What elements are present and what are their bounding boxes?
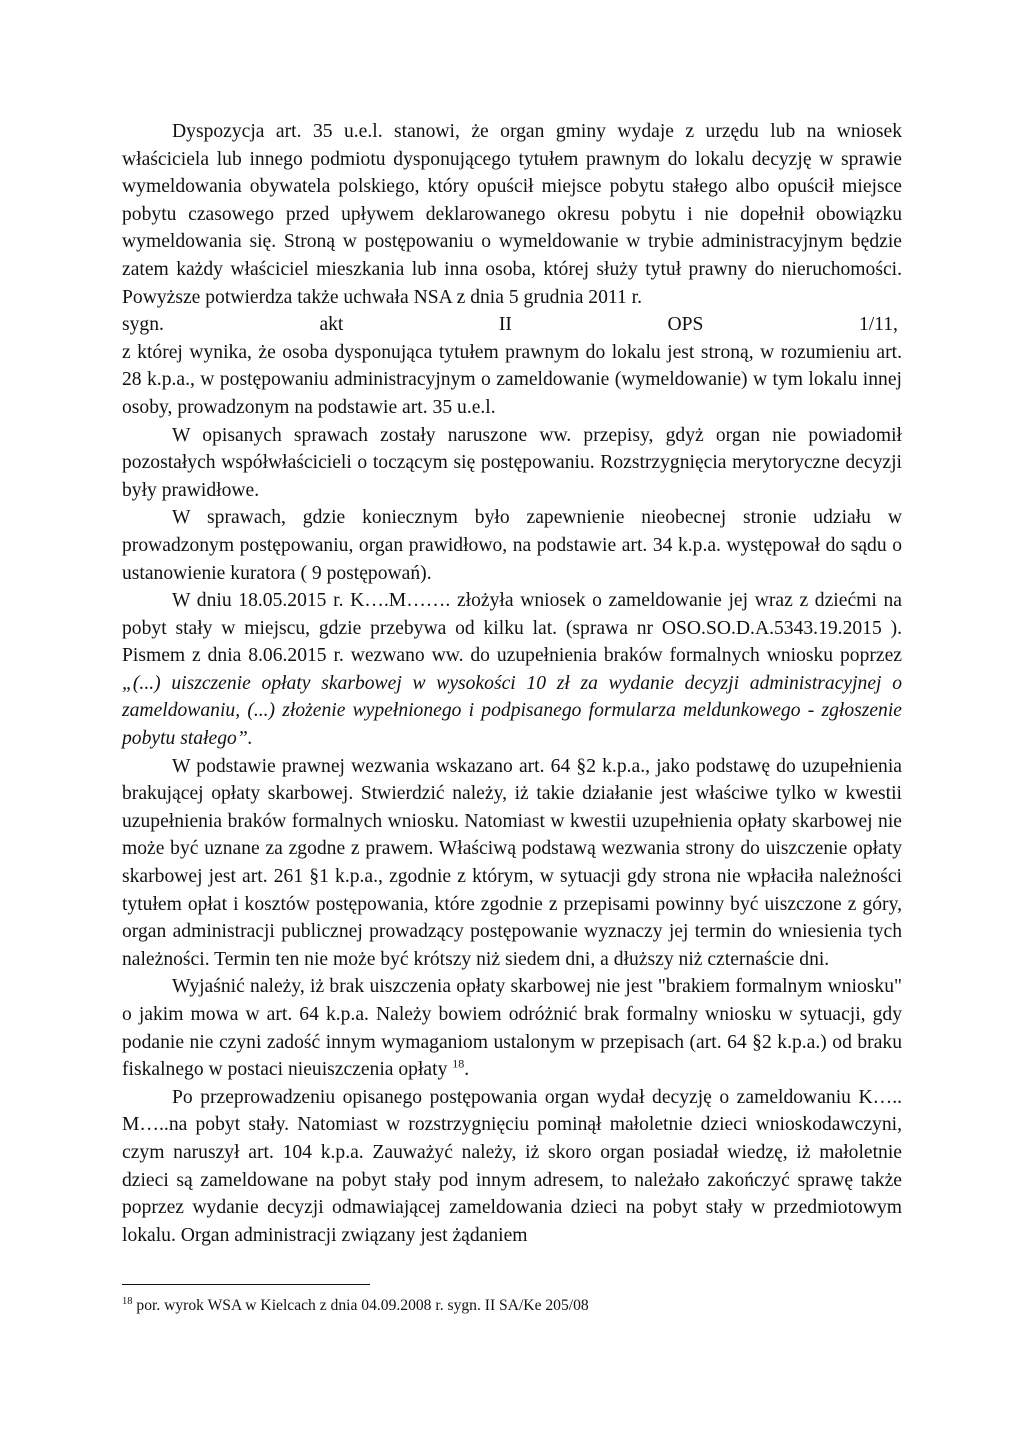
sygn-word: sygn. [122,314,164,336]
footnote-separator [122,1284,370,1285]
footnote-reference[interactable]: 18 [452,1056,465,1071]
paragraph-art-35 [122,118,902,311]
sygn-word: akt [319,314,344,336]
paragraph-text: Dyspozycja art. 35 u.e.l. stanowi, że organ gminy wydaje z urzędu lub na wniosek właściciela lub innego podmiotu dysponującego tytułem prawnym do lokalu decyzję w sprawie wymeldowania obywatela polskiego, który opuścił miejsce pobytu stałego albo opuścił miejsce pobytu czasowego przed upływem deklarowanego okresu pobytu i nie dopełnił obowiązku wymeldowania się. Stroną w postępowaniu o wymeldowanie w trybie administracyjnym będzie zatem każdy właściciel mieszkania lub inna osoba, której służy tytuł prawny do nieruchomości. Powyższe potwierdza także uchwała NSA z dnia 5 grudnia 2011 r. [122,121,902,308]
paragraph-curator [122,504,902,587]
quoted-summons-text: „(...) uiszczenie opłaty skarbowej w wysokości 10 zł za wydanie decyzji administracyjnej o zameldowaniu, (...) złożenie wypełnionego i podpisanego formularza meldunkowego - zgłoszenie pobytu stałego”. [122,672,902,750]
sygn-word: OPS [667,314,704,336]
paragraph-violations [122,422,902,505]
paragraph-fiscal-deficiency [122,973,902,1083]
paragraph-text: Wyjaśnić należy, iż brak uiszczenia opłaty skarbowej nie jest "brakiem formalnym wniosku" o jakim mowa w art. 64 k.p.a. Należy bowiem odróżnić brak formalny wniosku w sytuacji, gdy podanie nie czyni zadość innym wymaganiom ustalonym w przepisach (art. 64 §2 k.p.a.) od braku fiskalnego w postaci nieuiszczenia opłaty [122,976,902,1081]
paragraph-legal-basis [122,753,902,974]
paragraph-text: W sprawach, gdzie koniecznym było zapewnienie nieobecnej stronie udziału w prowadzonym postępowaniu, organ prawidłowo, na podstawie art. 34 k.p.a. występował do sądu o ustanowienie kuratora ( 9 postępowań). [122,507,902,584]
case-signature-line [122,311,902,339]
sygn-word: II [498,314,512,336]
paragraph-decision [122,1084,902,1250]
paragraph-text: W podstawie prawnej wezwania wskazano art. 64 §2 k.p.a., jako podstawę do uzupełnienia brakującej opłaty skarbowej. Stwierdzić należy, iż takie działanie jest właściwe tylko w kwestii uzupełnienia braków formalnych wniosku. Natomiast w kwestii uzupełnienia opłaty skarbowej nie może być uznane za zgodne z prawem. Właściwą podstawą wezwania strony do uiszczenie opłaty skarbowej jest art. 261 §1 k.p.a., zgodnie z którym, w sytuacji gdy strona nie wpłaciła należności tytułem opłat i kosztów postępowania, które zgodnie z przepisami powinny być uiszczone z góry, organ administracji publicznej prowadzący postępowanie wyznaczy jej termin do wniesienia tych należności. Termin ten nie może być krótszy niż siedem dni, a dłuższy niż czternaście dni. [122,755,902,970]
paragraph-text: W opisanych sprawach zostały naruszone ww. przepisy, gdyż organ nie powiadomił pozostałych współwłaścicieli o toczącym się postępowaniu. Rozstrzygnięcia merytoryczne decyzji były prawidłowe. [122,424,902,501]
paragraph-text-end: . [464,1059,470,1081]
paragraph-text: W dniu 18.05.2015 r. K….M……. złożyła wniosek o zameldowanie jej wraz z dziećmi na pobyt stały w miejscu, gdzie przebywa od kilku lat. (sprawa nr OSO.SO.D.A.5343.19.2015 ). Pismem z dnia 8.06.2015 r. wezwano ww. do uzupełnienia braków formalnych wniosku poprzez [122,590,902,667]
paragraph-registration-request [122,587,902,753]
body-text [122,118,902,1249]
paragraph-art-35-continuation [122,339,902,422]
footnote-text: por. wyrok WSA w Kielcach z dnia 04.09.2008 r. sygn. II SA/Ke 205/08 [132,1297,589,1314]
footnote [122,1296,902,1316]
sygn-word: 1/11, [858,314,898,336]
paragraph-text: z której wynika, że osoba dysponująca tytułem prawnym do lokalu jest stroną, w rozumieniu art. 28 k.p.a., w postępowaniu administracyjnym o zameldowanie (wymeldowanie) w tym lokalu innej osoby, prowadzonym na podstawie art. 35 u.e.l. [122,341,902,418]
paragraph-text: Po przeprowadzeniu opisanego postępowania organ wydał decyzję o zameldowaniu K….. M…..na pobyt stały. Natomiast w rozstrzygnięciu pominął małoletnie dzieci wnioskodawczyni, czym naruszył art. 104 k.p.a. Zauważyć należy, iż skoro organ posiadał wiedzę, iż małoletnie dzieci są zameldowane na pobyt stały pod innym adresem, to należało zakończyć sprawę także poprzez wydanie decyzji odmawiającej zameldowania dzieci na pobyt stały w przedmiotowym lokalu. Organ administracji związany jest żądaniem [122,1086,902,1246]
footnote-number: 18 [122,1295,133,1307]
